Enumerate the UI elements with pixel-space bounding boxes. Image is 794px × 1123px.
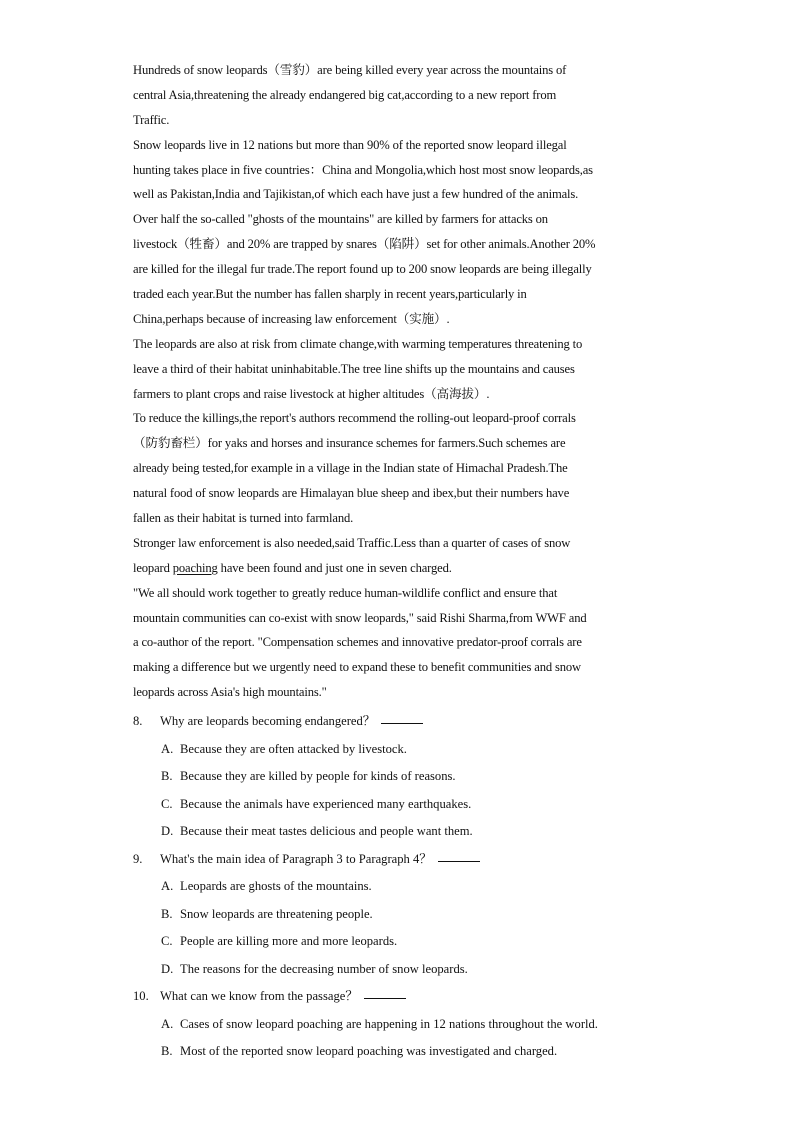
option-text: Cases of snow leopard poaching are happening in 12 nations throughout the world. — [180, 1016, 598, 1031]
option-a[interactable] — [133, 736, 663, 764]
document-page — [133, 58, 663, 1066]
passage-line: Snow leopards live in 12 nations but more than 90% of the reported snow leopard illegal — [133, 137, 567, 152]
passage-line: traded each year.But the number has fallen sharply in recent years,particularly in — [133, 287, 527, 302]
option-text: People are killing more and more leopards. — [180, 934, 398, 949]
option-label: A. — [161, 1016, 174, 1031]
answer-blank[interactable] — [381, 708, 423, 724]
option-label: A. — [161, 879, 174, 894]
passage-line: Traffic. — [133, 112, 170, 127]
passage-line: hunting takes place in five countries：China and Mongolia,which host most snow leopards,as — [133, 162, 593, 177]
question-stem — [133, 983, 663, 1011]
question-text: Why are leopards becoming endangered？ — [160, 714, 376, 729]
option-label: D. — [161, 824, 174, 839]
passage-line: are killed for the illegal fur trade.The report found up to 200 snow leopards are being illegally — [133, 262, 592, 277]
passage-line: making a difference but we urgently need to expand these to benefit communities and snow — [133, 660, 581, 675]
option-text: Because their meat tastes delicious and people want them. — [180, 824, 473, 839]
option-label: B. — [161, 906, 173, 921]
option-label: D. — [161, 961, 174, 976]
passage-line: "We all should work together to greatly reduce human-wildlife conflict and ensure that — [133, 585, 558, 600]
question-8 — [133, 708, 663, 846]
passage-line: farmers to plant crops and raise livestock at higher altitudes（高海拔）. — [133, 386, 490, 401]
question-list — [133, 708, 663, 1066]
question-number: 10. — [133, 989, 149, 1004]
question-text: What can we know from the passage？ — [160, 989, 358, 1004]
passage-line: China,perhaps because of increasing law enforcement（实施）. — [133, 311, 450, 326]
passage-line: natural food of snow leopards are Himalayan blue sheep and ibex,but their numbers have — [133, 486, 570, 501]
option-text: Leopards are ghosts of the mountains. — [180, 879, 372, 894]
passage-line: Over half the so-called "ghosts of the mountains" are killed by farmers for attacks on — [133, 212, 548, 227]
option-text: Because the animals have experienced many earthquakes. — [180, 796, 472, 811]
passage-line: The leopards are also at risk from climate change,with warming temperatures threatening to — [133, 336, 583, 351]
passage-line: well as Pakistan,India and Tajikistan,of which each have just a few hundred of the animals. — [133, 187, 579, 202]
reading-passage — [133, 58, 663, 705]
option-d[interactable] — [133, 818, 663, 846]
option-label: C. — [161, 796, 173, 811]
option-text: The reasons for the decreasing number of snow leopards. — [180, 961, 468, 976]
option-a[interactable] — [133, 873, 663, 901]
answer-blank[interactable] — [438, 846, 480, 862]
passage-line: Stronger law enforcement is also needed,said Traffic.Less than a quarter of cases of snow — [133, 535, 571, 550]
question-10 — [133, 983, 663, 1066]
passage-line: leopards across Asia's high mountains." — [133, 685, 327, 700]
passage-line: already being tested,for example in a village in the Indian state of Himachal Pradesh.The — [133, 461, 568, 476]
passage-text: leopard — [133, 560, 173, 575]
option-text: Snow leopards are threatening people. — [180, 906, 373, 921]
option-label: B. — [161, 769, 173, 784]
question-number: 8. — [133, 714, 143, 729]
passage-line — [133, 556, 663, 581]
passage-line: leave a third of their habitat uninhabitable.The tree line shifts up the mountains and causes — [133, 361, 575, 376]
option-b[interactable] — [133, 901, 663, 929]
option-label: A. — [161, 741, 174, 756]
option-c[interactable] — [133, 791, 663, 819]
question-stem — [133, 708, 663, 736]
option-b[interactable] — [133, 1038, 663, 1066]
passage-line: Hundreds of snow leopards（雪豹）are being killed every year across the mountains of — [133, 63, 567, 77]
option-label: B. — [161, 1044, 173, 1059]
question-stem — [133, 846, 663, 874]
option-d[interactable] — [133, 956, 663, 984]
option-text: Most of the reported snow leopard poaching was investigated and charged. — [180, 1044, 558, 1059]
passage-line: livestock（牲畜）and 20% are trapped by snares（陷阱）set for other animals.Another 20% — [133, 237, 596, 252]
passage-text: have been found and just one in seven charged. — [217, 560, 452, 575]
passage-line: a co-author of the report. "Compensation schemes and innovative predator-proof corrals are — [133, 635, 582, 650]
option-c[interactable] — [133, 928, 663, 956]
option-b[interactable] — [133, 763, 663, 791]
underlined-word: poaching — [172, 560, 218, 575]
question-text: What's the main idea of Paragraph 3 to Paragraph 4？ — [160, 851, 432, 866]
answer-blank[interactable] — [364, 983, 406, 999]
option-label: C. — [161, 934, 173, 949]
question-number: 9. — [133, 851, 143, 866]
passage-line: mountain communities can co-exist with snow leopards," said Rishi Sharma,from WWF and — [133, 610, 587, 625]
option-text: Because they are killed by people for kinds of reasons. — [180, 769, 456, 784]
passage-line: To reduce the killings,the report's authors recommend the rolling-out leopard-proof corrals — [133, 411, 576, 426]
passage-line: central Asia,threatening the already endangered big cat,according to a new report from — [133, 87, 557, 102]
question-9 — [133, 846, 663, 984]
option-a[interactable] — [133, 1011, 663, 1039]
option-text: Because they are often attacked by livestock. — [180, 741, 407, 756]
passage-line: fallen as their habitat is turned into farmland. — [133, 511, 354, 526]
passage-line: （防豹畜栏）for yaks and horses and insurance schemes for farmers.Such schemes are — [133, 436, 566, 451]
